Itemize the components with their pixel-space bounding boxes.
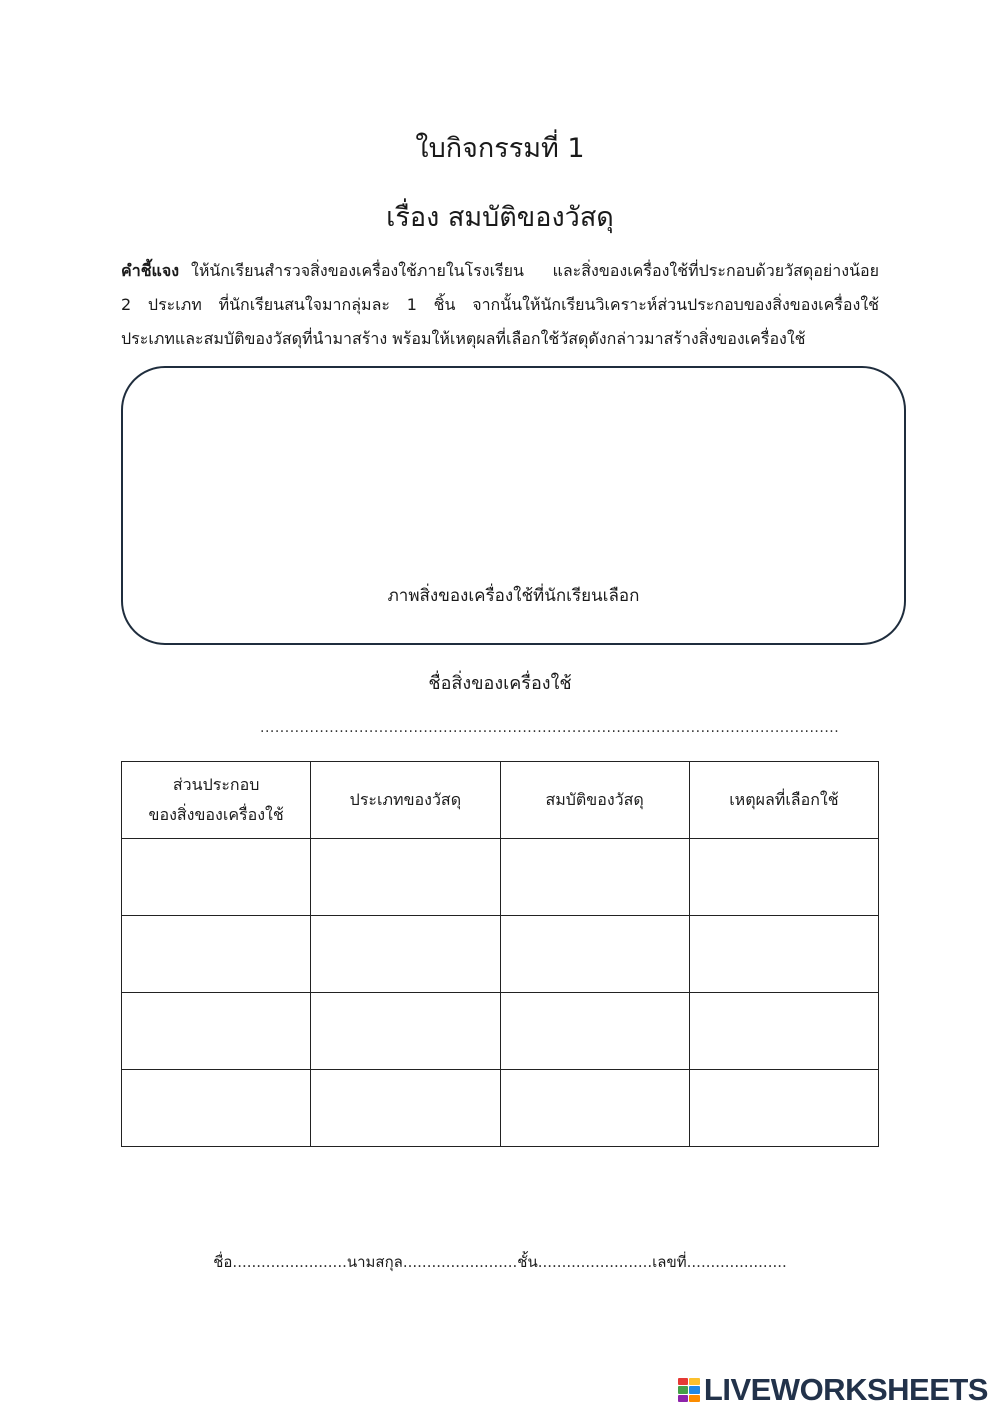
table-cell[interactable] — [689, 1070, 878, 1147]
header-material-property: สมบัติของวัสดุ — [500, 762, 689, 839]
table-cell[interactable] — [689, 993, 878, 1070]
logo-block — [689, 1378, 700, 1385]
worksheet-subject: เรื่อง สมบัติของวัสดุ — [386, 202, 614, 233]
instructions-line-3: ประเภทและสมบัติของวัสดุที่นำมาสร้าง พร้อมให้เหตุผลที่เลือกใช้วัสดุดังกล่าวมาสร้างสิ่งของเครื่องใช้ — [121, 329, 806, 348]
object-name-label: ชื่อสิ่งของเครื่องใช้ — [428, 673, 572, 694]
table-cell[interactable] — [311, 916, 500, 993]
instructions-line-2: 2 ประเภท ที่นักเรียนสนใจมากลุ่มละ 1 ชิ้น จากนั้นให้นักเรียนวิเคราะห์ส่วนประกอบของสิ่งของเครื่องใช้ — [121, 295, 879, 314]
analysis-table — [121, 761, 879, 1147]
table-cell[interactable] — [689, 839, 878, 916]
liveworksheets-logo-text: LIVEWORKSHEETS — [703, 1372, 988, 1407]
logo-block — [689, 1395, 700, 1402]
table-row — [122, 993, 879, 1070]
table-row — [122, 1070, 879, 1147]
logo-block — [678, 1395, 689, 1402]
table-cell[interactable] — [122, 993, 311, 1070]
number-label: เลขที่ — [652, 1253, 687, 1271]
table-row — [122, 839, 879, 916]
table-cell[interactable] — [500, 1070, 689, 1147]
liveworksheets-logo — [678, 1372, 988, 1408]
object-name-input-line[interactable]: ..................................................................................................................... — [260, 720, 840, 736]
logo-block — [678, 1378, 689, 1385]
student-info-line — [0, 1250, 1000, 1274]
table-cell[interactable] — [500, 916, 689, 993]
table-cell[interactable] — [689, 916, 878, 993]
header-reason: เหตุผลที่เลือกใช้ — [689, 762, 878, 839]
number-input-line[interactable]: ..................... — [686, 1253, 787, 1271]
header-material-type: ประเภทของวัสดุ — [311, 762, 500, 839]
instructions-line-1: คำชี้แจง ให้นักเรียนสำรวจสิ่งของเครื่องใช้ภายในโรงเรียน และสิ่งของเครื่องใช้ที่ประกอบด้วยวัสดุอย่างน้อย — [121, 261, 879, 280]
logo-block — [689, 1386, 700, 1393]
class-label: ชั้น — [517, 1253, 538, 1271]
table-cell[interactable] — [311, 993, 500, 1070]
surname-input-line[interactable]: ........................ — [402, 1253, 518, 1271]
class-input-line[interactable]: ........................ — [537, 1253, 653, 1271]
table-cell[interactable] — [500, 839, 689, 916]
instructions — [121, 254, 879, 356]
logo-block — [678, 1386, 689, 1393]
table-header-row — [122, 762, 879, 839]
name-label: ชื่อ — [213, 1253, 233, 1271]
table-row — [122, 916, 879, 993]
surname-label: นามสกุล — [346, 1253, 403, 1271]
name-input-line[interactable]: ........................ — [232, 1253, 347, 1271]
table-cell[interactable] — [122, 1070, 311, 1147]
instructions-label: คำชี้แจง — [121, 261, 180, 280]
header-component: ส่วนประกอบ ของสิ่งของเครื่องใช้ — [122, 762, 311, 839]
table-cell[interactable] — [311, 1070, 500, 1147]
object-image-box[interactable] — [121, 366, 906, 645]
image-box-caption: ภาพสิ่งของเครื่องใช้ที่นักเรียนเลือก — [387, 586, 640, 606]
table-cell[interactable] — [122, 916, 311, 993]
table-cell[interactable] — [500, 993, 689, 1070]
liveworksheets-logo-icon — [678, 1378, 700, 1402]
table-cell[interactable] — [122, 839, 311, 916]
table-cell[interactable] — [311, 839, 500, 916]
worksheet-title: ใบกิจกรรมที่ 1 — [415, 133, 585, 164]
